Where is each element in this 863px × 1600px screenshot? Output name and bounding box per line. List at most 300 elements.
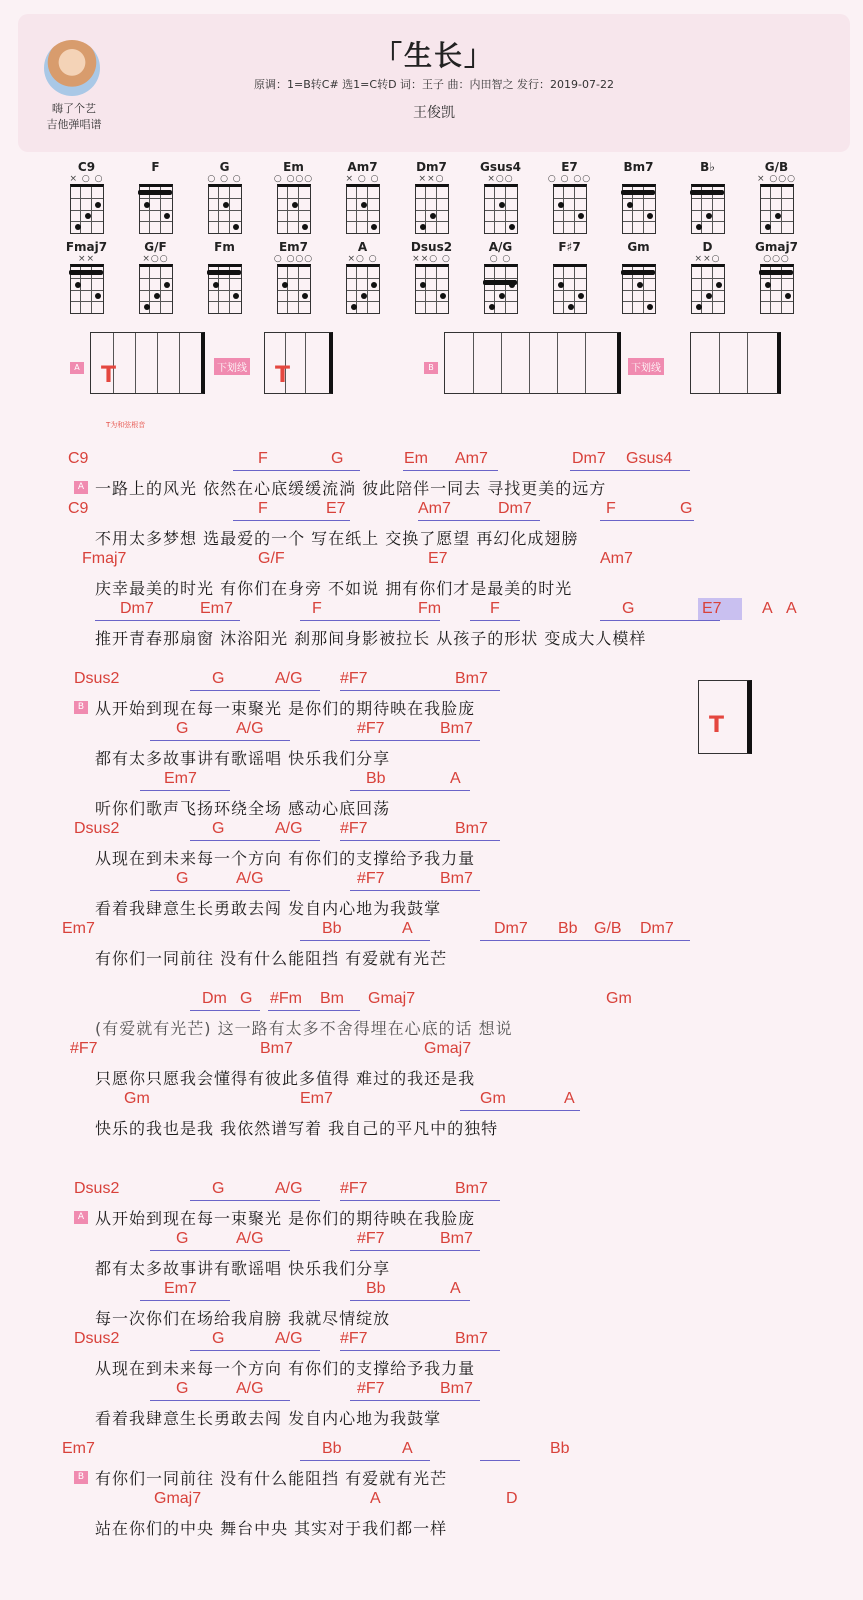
fretboard: [415, 184, 449, 234]
chord-underline: [150, 740, 290, 741]
section-tag: B: [74, 1471, 88, 1484]
finger-dot: [647, 304, 653, 310]
fretboard: [760, 184, 794, 234]
chord-underline: [480, 1460, 520, 1461]
finger-dot: [696, 304, 702, 310]
finger-dot: [164, 282, 170, 288]
chord-name: C9: [77, 160, 96, 174]
fretboard: [346, 264, 380, 314]
chord-symbol: E7: [326, 500, 346, 517]
fretboard: [691, 264, 725, 314]
chord-diagram: [604, 160, 673, 234]
finger-dot: [371, 282, 377, 288]
lyric-line: [0, 720, 863, 768]
chord-symbol: G: [176, 870, 189, 887]
chord-underline: [300, 1460, 430, 1461]
chord-row-1: [52, 160, 811, 234]
artist-name: 王俊凯: [413, 105, 455, 121]
chord-underline: [340, 690, 500, 691]
chord-symbol: Bm7: [455, 1180, 488, 1197]
chord-symbol: A/G: [236, 1380, 264, 1397]
chord-symbol: Bm7: [440, 870, 473, 887]
chord-symbol: C9: [68, 450, 89, 467]
chord-symbol: Gm: [124, 1090, 150, 1107]
chord-symbol: G: [176, 720, 189, 737]
lyric-text: 看着我肆意生长勇敢去闯 发自内心地为我鼓掌: [95, 899, 442, 918]
chord-symbol: F: [258, 450, 268, 467]
chord-symbol: F: [258, 500, 268, 517]
section-tag: A: [74, 1211, 88, 1224]
pattern-tag-b: B: [424, 362, 438, 374]
chord-symbol: Am7: [418, 500, 451, 517]
pattern-tag-a: A: [70, 362, 84, 374]
chord-symbol: Bb: [366, 770, 386, 787]
lyric-line: [0, 990, 863, 1038]
chord-symbol: Dm: [202, 990, 227, 1007]
finger-dot: [558, 282, 564, 288]
chord-symbol: E7: [702, 600, 722, 617]
fretboard: [208, 184, 242, 234]
chord-symbol: Em7: [164, 770, 197, 787]
chord-underline: [350, 890, 480, 891]
chord-symbol: #F7: [340, 820, 368, 837]
barre: [621, 270, 655, 275]
finger-dot: [706, 293, 712, 299]
chord-symbol: E7: [428, 550, 448, 567]
chord-underline: [350, 1300, 470, 1301]
chord-diagram: [328, 160, 397, 234]
open-mute-marks: ×○○: [487, 174, 514, 184]
chord-underline: [150, 1400, 290, 1401]
chord-name: A/G: [488, 240, 513, 254]
open-mute-marks: ×○○: [142, 254, 169, 264]
open-mute-marks: ○ ○○○: [273, 254, 314, 264]
chord-symbol: Em7: [164, 1280, 197, 1297]
chord-symbol: Gmaj7: [154, 1490, 202, 1507]
chord-underline: [460, 1110, 580, 1111]
finger-dot: [144, 202, 150, 208]
finger-dot: [95, 202, 101, 208]
chord-name: F♯7: [558, 240, 581, 254]
lyric-text: 听你们歌声飞扬环绕全场 感动心底回荡: [95, 799, 391, 818]
lyric-line: [0, 1230, 863, 1278]
chord-diagram: [742, 160, 811, 234]
chord-symbol: A/G: [236, 870, 264, 887]
fretboard: [622, 184, 656, 234]
lyric-line: [0, 770, 863, 818]
chord-symbol: Bm7: [440, 720, 473, 737]
chord-underline: [340, 1200, 500, 1201]
fretboard: [139, 264, 173, 314]
chord-symbol: A: [450, 1280, 461, 1297]
lyric-text: 推开青春那扇窗 沐浴阳光 刹那间身影被拉长 从孩子的形状 变成大人模样: [95, 629, 647, 648]
chord-diagram: [190, 160, 259, 234]
chord-symbol: G: [680, 500, 693, 517]
open-mute-marks: ××○: [694, 254, 721, 264]
chord-name: D: [702, 240, 713, 254]
chord-name: Am7: [347, 160, 378, 174]
lyric-text: 都有太多故事讲有歌谣唱 快乐我们分享: [95, 749, 391, 768]
chord-symbol: Dsus2: [74, 670, 120, 687]
chord-symbol: Em7: [300, 1090, 333, 1107]
lyric-line: [0, 450, 863, 498]
chord-name: Dm7: [416, 160, 447, 174]
chord-symbol: Em7: [200, 600, 233, 617]
underline-label-b: 下划线: [628, 358, 664, 375]
lyric-text: 从开始到现在每一束聚光 是你们的期待映在我脸庞: [95, 1209, 476, 1228]
chord-symbol: A: [402, 920, 413, 937]
finger-dot: [716, 282, 722, 288]
finger-dot: [558, 202, 564, 208]
chord-name: F: [151, 160, 160, 174]
chord-name: Gm: [627, 240, 650, 254]
chord-symbol: Em: [404, 450, 428, 467]
chord-diagram: [466, 240, 535, 314]
lyric-line: [0, 820, 863, 868]
chord-underline: [350, 740, 480, 741]
chord-symbol: Dm7: [498, 500, 532, 517]
fretboard: [760, 264, 794, 314]
chord-symbol: A/G: [275, 1330, 303, 1347]
chord-name: Fmaj7: [65, 240, 108, 254]
chord-diagram: [397, 240, 466, 314]
fretboard: [139, 184, 173, 234]
chord-name: Fm: [214, 240, 235, 254]
finger-dot: [775, 213, 781, 219]
barre: [621, 190, 655, 195]
finger-dot: [154, 293, 160, 299]
chord-diagram: [52, 240, 121, 314]
finger-dot: [233, 293, 239, 299]
lyric-text: 站在你们的中央 舞台中央 其实对于我们都一样: [95, 1519, 448, 1538]
chord-symbol: A: [564, 1090, 575, 1107]
pattern-b-variant: [690, 332, 781, 394]
lyric-text: 快乐的我也是我 我依然谱写着 我自己的平凡中的独特: [95, 1119, 499, 1138]
song-title: 「生长」: [373, 39, 494, 72]
chord-symbol: Bm7: [455, 670, 488, 687]
chord-symbol: #F7: [340, 670, 368, 687]
lyric-text: 从现在到未来每一个方向 有你们的支撑给予我力量: [95, 849, 476, 868]
chord-symbol: Fmaj7: [82, 550, 127, 567]
finger-dot: [223, 202, 229, 208]
fretboard: [691, 184, 725, 234]
finger-dot: [578, 213, 584, 219]
chord-diagram: [673, 160, 742, 234]
chord-symbol: A: [370, 1490, 381, 1507]
chord-symbol: Bm7: [455, 1330, 488, 1347]
root-t-letter-2: T: [275, 363, 291, 388]
barre: [207, 270, 241, 275]
chord-symbol: #F7: [70, 1040, 98, 1057]
chord-symbol: A: [450, 770, 461, 787]
finger-dot: [75, 224, 81, 230]
lyric-text: 看着我肆意生长勇敢去闯 发自内心地为我鼓掌: [95, 1409, 442, 1428]
chord-symbol: A/G: [236, 720, 264, 737]
barre: [138, 190, 172, 195]
chord-symbol: Em7: [62, 1440, 95, 1457]
chord-symbol: G: [176, 1230, 189, 1247]
fretboard: [484, 184, 518, 234]
open-mute-marks: × ○ ○: [69, 174, 104, 184]
finger-dot: [499, 202, 505, 208]
song-meta: 原调：1=B转C# 选1=C转D 词：王子 曲：内田智之 发行：2019-07-22: [254, 78, 614, 91]
fretboard: [70, 264, 104, 314]
chord-underline: [190, 1200, 320, 1201]
finger-dot: [75, 282, 81, 288]
chord-symbol: Bb: [550, 1440, 570, 1457]
chord-name: A: [357, 240, 368, 254]
finger-dot: [696, 224, 702, 230]
chord-symbol: G: [622, 600, 635, 617]
chord-symbol: A/G: [275, 670, 303, 687]
lyric-text: 从现在到未来每一个方向 有你们的支撑给予我力量: [95, 1359, 476, 1378]
chord-name: Dsus2: [410, 240, 453, 254]
brand-subtitle: 吉他弹唱谱: [46, 118, 102, 131]
lyric-text: 有你们一同前往 没有什么能阻挡 有爱就有光芒: [95, 1469, 448, 1488]
barre: [759, 270, 793, 275]
chord-name: Em7: [278, 240, 309, 254]
chord-diagram: [742, 240, 811, 314]
chord-symbol: Gm: [480, 1090, 506, 1107]
chord-symbol: Dm7: [120, 600, 154, 617]
open-mute-marks: ××○ ○: [412, 254, 451, 264]
fretboard: [70, 184, 104, 234]
chord-symbol: Bb: [322, 1440, 342, 1457]
chord-diagram: [259, 240, 328, 314]
chord-symbol: #F7: [357, 1230, 385, 1247]
finger-dot: [440, 293, 446, 299]
chord-underline: [140, 790, 230, 791]
chord-underline: [150, 1250, 290, 1251]
chord-symbol: A/G: [275, 820, 303, 837]
section-tag: A: [74, 481, 88, 494]
chord-symbol: #F7: [340, 1330, 368, 1347]
finger-dot: [164, 213, 170, 219]
chord-diagram: [604, 240, 673, 314]
lyric-line: [0, 670, 863, 718]
chord-symbol: Dm7: [572, 450, 606, 467]
fretboard: [553, 184, 587, 234]
finger-dot: [489, 304, 495, 310]
underline-label-a: 下划线: [214, 358, 250, 375]
song-header: [18, 14, 850, 152]
lyric-text: 庆幸最美的时光 有你们在身旁 不如说 拥有你们才是最美的时光: [95, 579, 573, 598]
chord-symbol: Dm7: [640, 920, 674, 937]
chord-symbol: A: [762, 600, 773, 617]
chord-symbol: A: [402, 1440, 413, 1457]
finger-dot: [302, 293, 308, 299]
lyric-line: [0, 920, 863, 968]
chord-name: Em: [283, 160, 304, 174]
chord-symbol: Am7: [455, 450, 488, 467]
barre: [69, 270, 103, 275]
chord-symbol: G: [240, 990, 253, 1007]
chord-underline: [403, 470, 498, 471]
chord-symbol: Gmaj7: [368, 990, 416, 1007]
chord-underline: [570, 470, 690, 471]
finger-dot: [568, 304, 574, 310]
fretboard: [484, 264, 518, 314]
fretboard: [277, 184, 311, 234]
lyric-line: [0, 1490, 863, 1538]
chord-underline: [600, 520, 694, 521]
finger-dot: [765, 282, 771, 288]
finger-dot: [292, 202, 298, 208]
chord-underline: [95, 620, 240, 621]
section-tag: B: [74, 701, 88, 714]
chord-symbol: G: [212, 670, 225, 687]
chord-symbol: G: [212, 1180, 225, 1197]
root-t-letter: T: [101, 363, 117, 388]
lyric-line: [0, 1280, 863, 1328]
chord-symbol: Am7: [600, 550, 633, 567]
fretboard: [415, 264, 449, 314]
finger-dot: [233, 224, 239, 230]
chord-underline: [340, 840, 500, 841]
finger-dot: [706, 213, 712, 219]
finger-dot: [361, 202, 367, 208]
chord-symbol: Bm7: [260, 1040, 293, 1057]
chord-symbol: #F7: [340, 1180, 368, 1197]
finger-dot: [627, 202, 633, 208]
lyric-line: [0, 600, 863, 648]
chord-symbol: F: [606, 500, 616, 517]
finger-dot: [637, 282, 643, 288]
chord-symbol: #Fm: [270, 990, 302, 1007]
chord-diagram: [190, 240, 259, 314]
chord-name: Gsus4: [479, 160, 522, 174]
chord-symbol: G/B: [594, 920, 622, 937]
fretboard: [346, 184, 380, 234]
open-mute-marks: ××○: [418, 174, 445, 184]
chord-symbol: Dsus2: [74, 820, 120, 837]
lyric-text: 只愿你只愿我会懂得有彼此多值得 难过的我还是我: [95, 1069, 476, 1088]
chord-underline: [233, 520, 350, 521]
chord-symbol: Bm7: [440, 1230, 473, 1247]
chord-symbol: Fm: [418, 600, 442, 617]
chord-diagram: [52, 160, 121, 234]
chord-name: E7: [561, 160, 578, 174]
chord-symbol: A/G: [236, 1230, 264, 1247]
open-mute-marks: ○ ○ ○○: [547, 174, 592, 184]
chord-symbol: C9: [68, 500, 89, 517]
chord-symbol: Gsus4: [626, 450, 673, 467]
chord-symbol: F: [312, 600, 322, 617]
chord-underline: [140, 1300, 230, 1301]
chord-underline: [350, 1400, 480, 1401]
open-mute-marks: × ○ ○: [345, 174, 380, 184]
chord-underline: [233, 470, 360, 471]
chord-underline: [190, 1010, 260, 1011]
t-note: T为和弦根音: [106, 421, 146, 429]
chord-underline: [300, 620, 440, 621]
open-mute-marks: ×○ ○: [347, 254, 378, 264]
finger-dot: [420, 282, 426, 288]
chord-symbol: G: [212, 1330, 225, 1347]
lyric-line: [0, 550, 863, 598]
chord-underline: [350, 1250, 480, 1251]
chord-symbol: #F7: [357, 720, 385, 737]
chord-diagram: [121, 240, 190, 314]
finger-dot: [647, 213, 653, 219]
chord-symbol: G: [176, 1380, 189, 1397]
chord-diagram: [673, 240, 742, 314]
chord-diagram: [397, 160, 466, 234]
brand-name: 嗨了个艺: [52, 102, 96, 115]
chord-symbol: G: [331, 450, 344, 467]
lyric-line: [0, 870, 863, 918]
chord-row-2: [52, 240, 811, 314]
chord-symbol: F: [490, 600, 500, 617]
chord-diagram: [535, 160, 604, 234]
finger-dot: [85, 213, 91, 219]
open-mute-marks: ○ ○○○: [273, 174, 314, 184]
open-mute-marks: ○ ○ ○: [207, 174, 242, 184]
chord-underline: [300, 940, 430, 941]
fretboard: [208, 264, 242, 314]
chord-diagram: [328, 240, 397, 314]
chord-symbol: Dsus2: [74, 1330, 120, 1347]
chord-name: G: [219, 160, 230, 174]
chord-symbol: #F7: [357, 870, 385, 887]
chord-symbol: #F7: [357, 1380, 385, 1397]
chord-symbol: Dm7: [494, 920, 528, 937]
chord-underline: [190, 690, 320, 691]
finger-dot: [95, 293, 101, 299]
finger-dot: [282, 282, 288, 288]
chord-symbol: G/F: [258, 550, 285, 567]
chord-symbol: Gm: [606, 990, 632, 1007]
chord-name: B♭: [700, 160, 715, 174]
chord-name: G/B: [764, 160, 789, 174]
open-mute-marks: ××: [77, 254, 96, 264]
lyric-line: [0, 1180, 863, 1228]
finger-dot: [144, 304, 150, 310]
chord-symbol: Bb: [558, 920, 578, 937]
chord-symbol: A: [786, 600, 797, 617]
fretboard: [553, 264, 587, 314]
barre: [690, 190, 724, 195]
finger-dot: [371, 224, 377, 230]
pattern-a-diagram: [90, 332, 205, 394]
chord-diagram: [259, 160, 328, 234]
lyric-text: 一路上的风光 依然在心底缓缓流淌 彼此陪伴一同去 寻找更美的远方: [95, 479, 607, 498]
chord-underline: [340, 1350, 500, 1351]
chord-symbol: Bm: [320, 990, 344, 1007]
chord-symbol: A/G: [275, 1180, 303, 1197]
finger-dot: [765, 224, 771, 230]
chord-underline: [268, 1010, 360, 1011]
pattern-b-diagram: [444, 332, 621, 394]
finger-dot: [430, 213, 436, 219]
lyric-line: [0, 1440, 863, 1488]
lyric-text: 不用太多梦想 选最爱的一个 写在纸上 交换了愿望 再幻化成翅膀: [95, 529, 579, 548]
lyric-text: (有爱就有光芒) 这一路有太多不舍得埋在心底的话 想说: [95, 1019, 513, 1038]
chord-name: G/F: [144, 240, 167, 254]
open-mute-marks: ○ ○: [489, 254, 512, 264]
chord-underline: [600, 620, 720, 621]
chord-symbol: Dsus2: [74, 1180, 120, 1197]
chord-symbol: Bb: [366, 1280, 386, 1297]
lyric-line: [0, 1330, 863, 1378]
open-mute-marks: ○○○: [763, 254, 790, 264]
finger-dot: [213, 282, 219, 288]
chord-underline: [190, 1350, 320, 1351]
chord-underline: [418, 520, 540, 521]
chord-name: Bm7: [623, 160, 654, 174]
finger-dot: [302, 224, 308, 230]
chord-diagram: [535, 240, 604, 314]
